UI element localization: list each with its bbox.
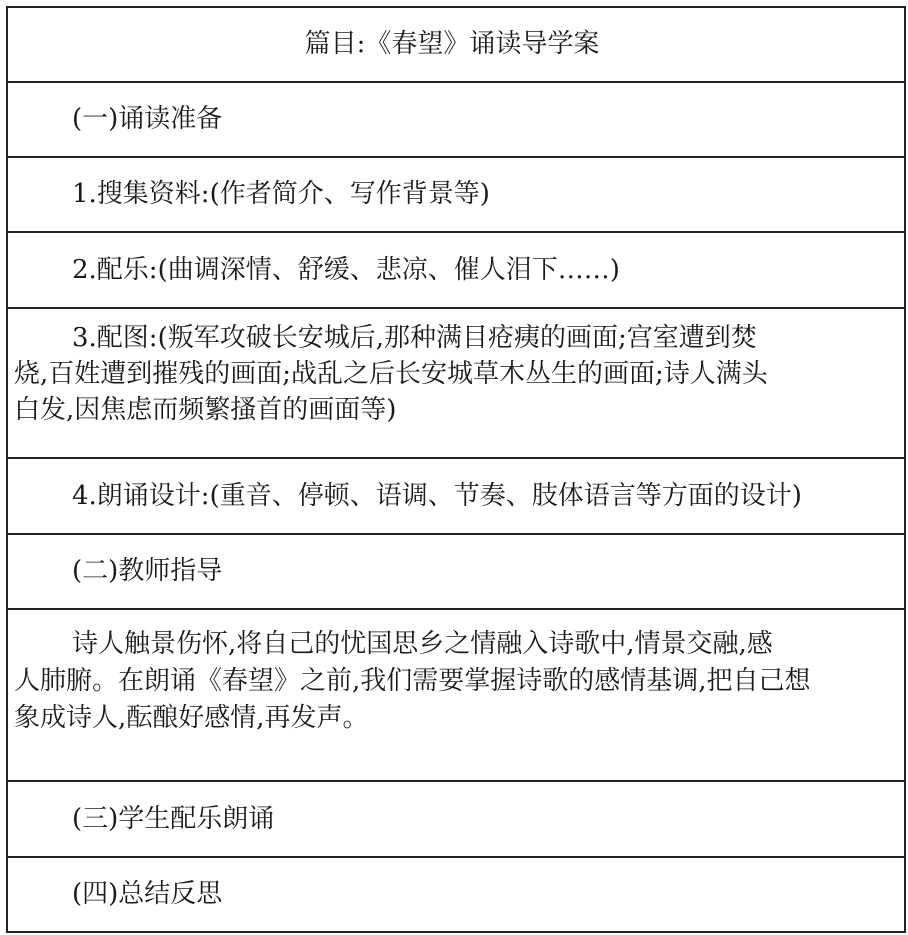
page-title: 篇目:《春望》诵读导学案 [304, 29, 600, 59]
summary-heading-row [8, 858, 904, 933]
prep-heading: (一)诵读准备 [72, 104, 223, 134]
item-recitation-design-row [8, 459, 904, 535]
table-title-row [8, 8, 904, 83]
study-guide-table [6, 6, 906, 933]
item-pictures-line-3: 白发,因焦虑而频繁搔首的画面等) [14, 395, 397, 425]
item-collect-materials-row [8, 158, 904, 233]
item-pictures-row [8, 309, 904, 459]
summary-heading: (四)总结反思 [72, 879, 223, 909]
prep-heading-row [8, 83, 904, 158]
teacher-heading-row [8, 535, 904, 610]
teacher-guidance-line-3: 象成诗人,酝酿好感情,再发声。 [14, 703, 369, 733]
teacher-heading: (二)教师指导 [72, 556, 223, 586]
item-collect-materials: 1.搜集资料:(作者简介、写作背景等) [72, 179, 490, 209]
teacher-guidance [8, 610, 817, 737]
student-heading: (三)学生配乐朗诵 [72, 803, 275, 834]
teacher-guidance-line-2: 人肺腑。在朗诵《春望》之前,我们需要掌握诗歌的感情基调,把自己想 [14, 666, 811, 696]
item-music: 2.配乐:(曲调深情、舒缓、悲凉、催人泪下……) [72, 254, 620, 285]
item-pictures-line-2: 烧,百姓遭到摧残的画面;战乱之后长安城草木丛生的画面;诗人满头 [14, 359, 768, 389]
item-pictures-line-1: 3.配图:(叛军攻破长安城后,那种满目疮痍的画面;宫室遭到焚 [72, 323, 757, 353]
item-music-row [8, 233, 904, 309]
teacher-guidance-line-1: 诗人触景伤怀,将自己的忧国思乡之情融入诗歌中,情景交融,感 [72, 629, 773, 659]
student-heading-row [8, 782, 904, 858]
teacher-guidance-row [8, 610, 904, 782]
item-recitation-design: 4.朗诵设计:(重音、停顿、语调、节奏、肢体语言等方面的设计) [72, 480, 802, 511]
item-pictures [8, 309, 774, 428]
